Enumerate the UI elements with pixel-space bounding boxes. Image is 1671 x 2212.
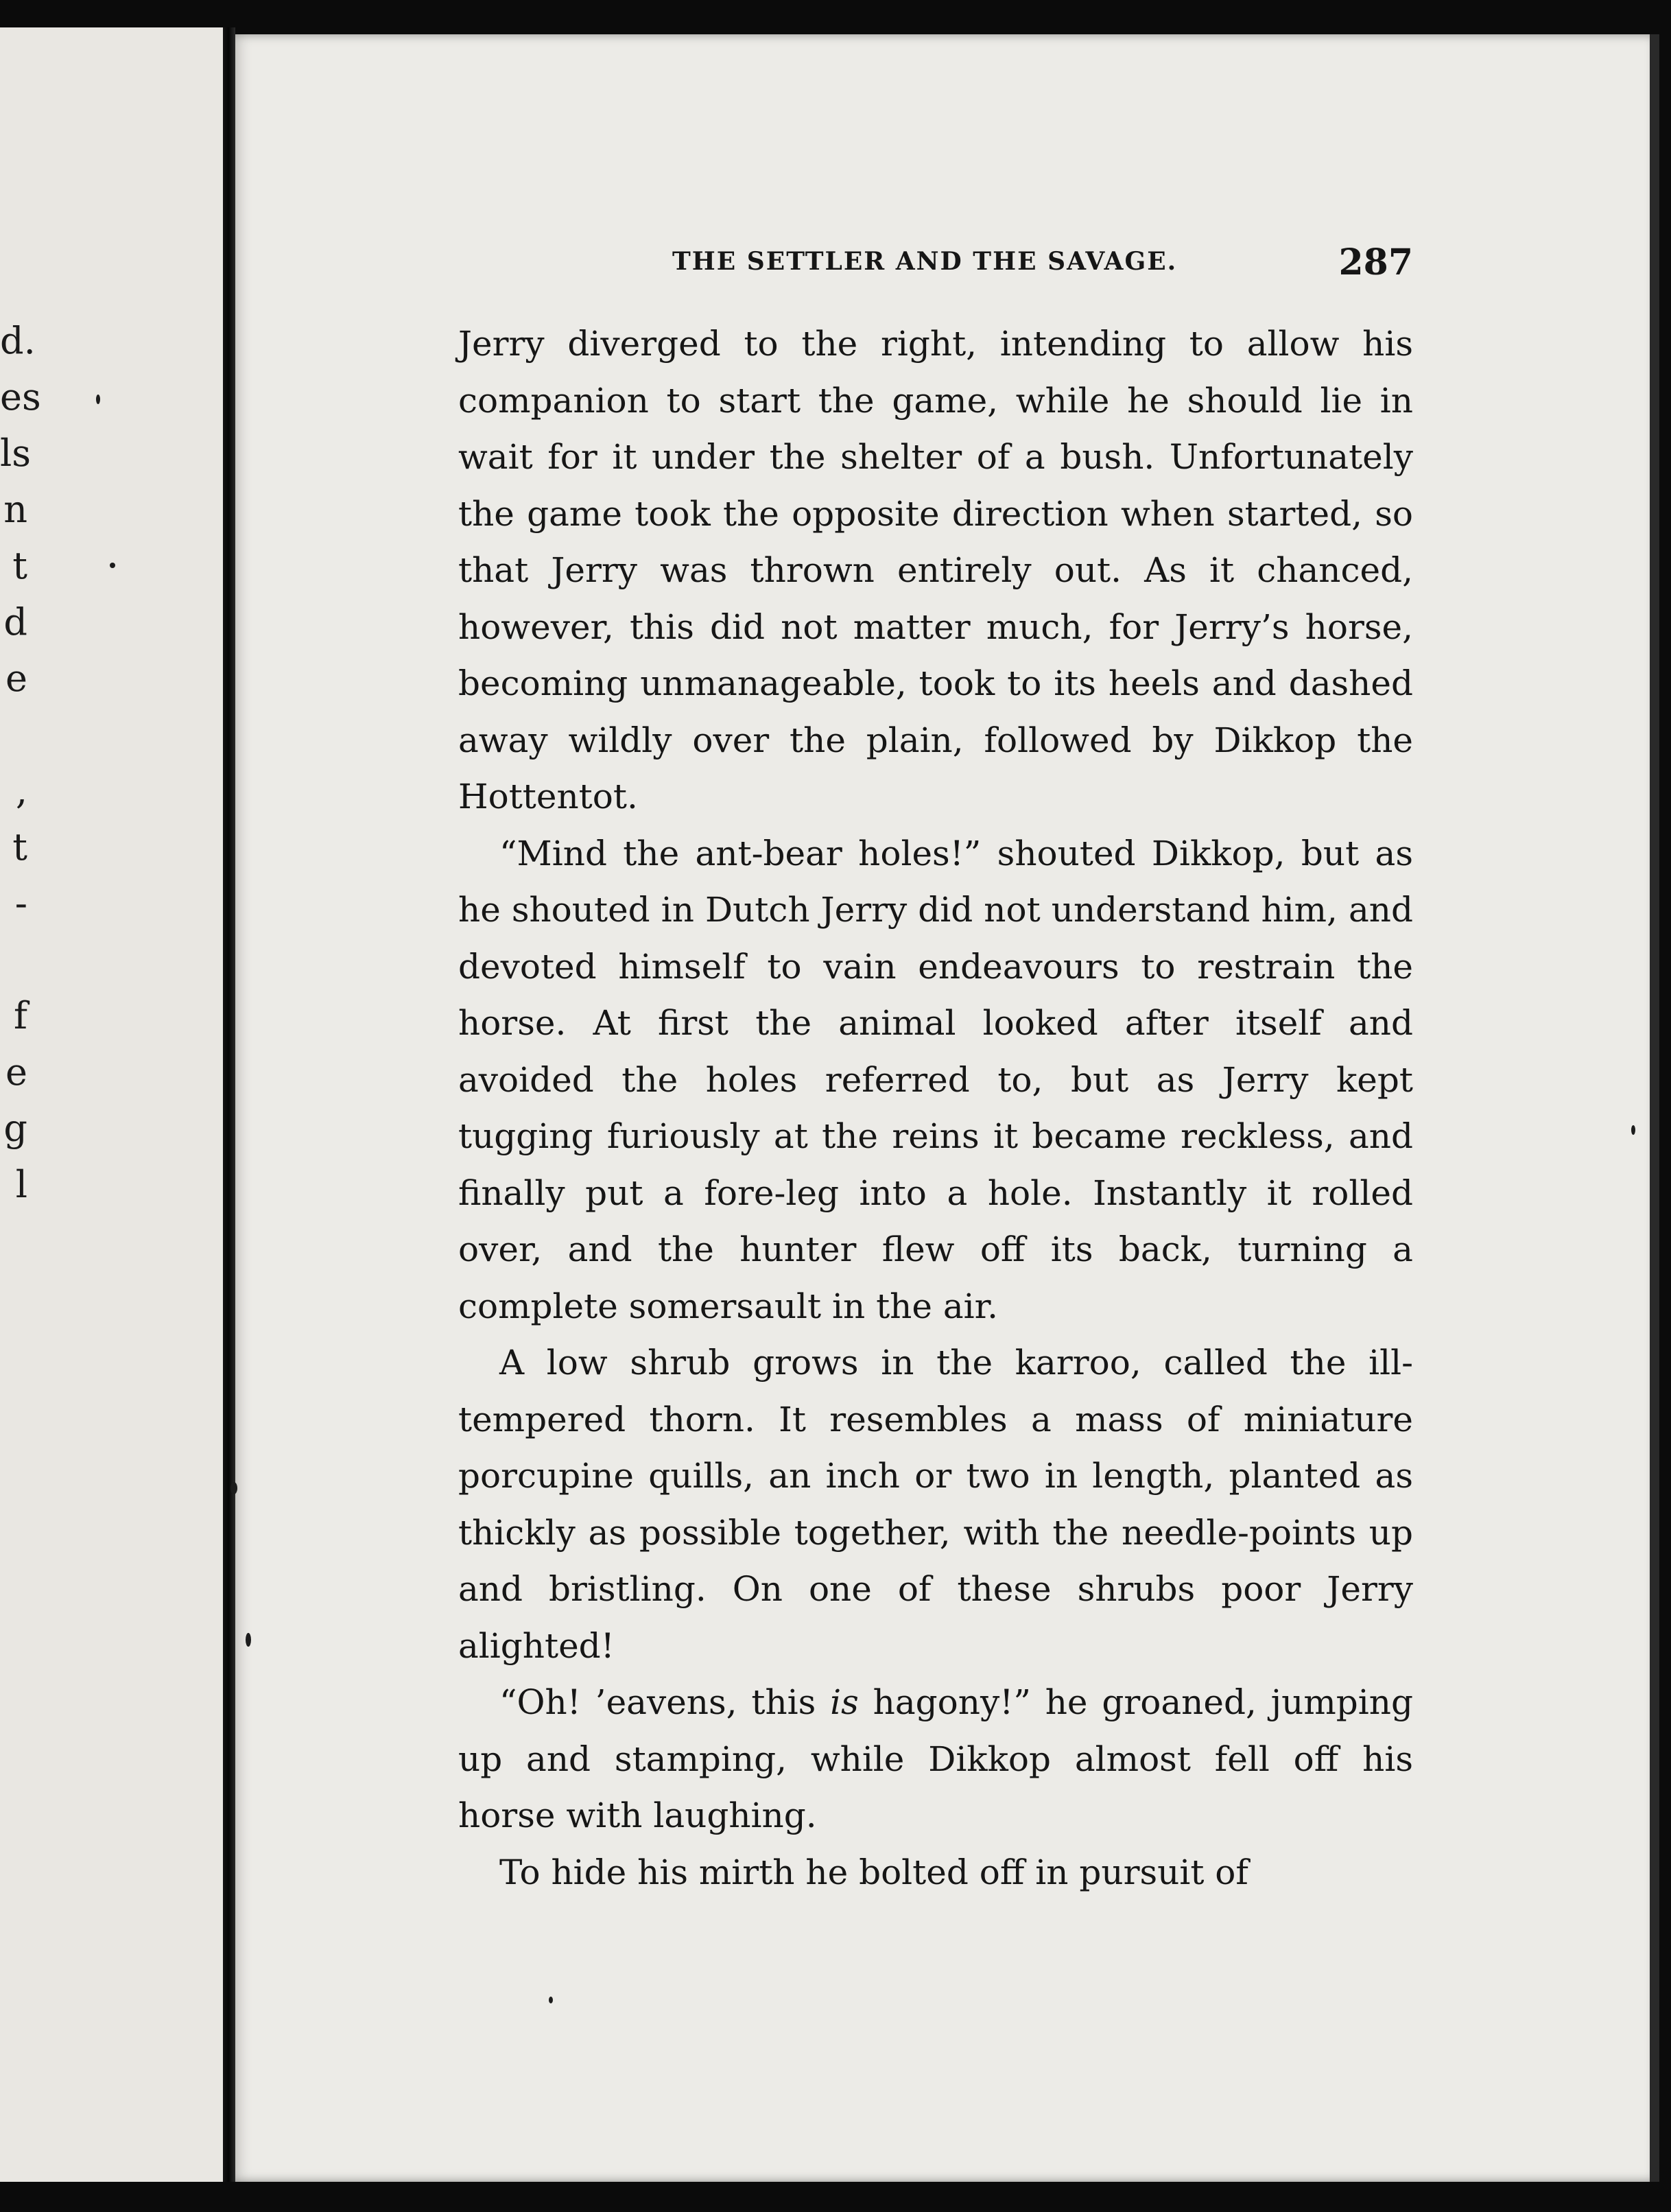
left-fragment: es bbox=[0, 375, 41, 419]
left-fragment: d. bbox=[0, 319, 36, 362]
left-fragment: e bbox=[5, 657, 27, 700]
scan-speck bbox=[230, 1482, 237, 1494]
scan-speck bbox=[549, 1997, 553, 2003]
scan-speck bbox=[1631, 1125, 1635, 1135]
left-fragment: l bbox=[15, 1163, 27, 1206]
scan-bottom-border bbox=[0, 2182, 1671, 2212]
left-fragment: e bbox=[5, 1050, 27, 1094]
paragraph: Jerry diverged to the right, intending to allow his companion to start the game, while he should lie in wait for it under the shelter of a bush. Unfortunately the game took the opposite direction when started, so that Jerry was thrown entirely out. As it chanced, however, this did not matter much, for Jerry’s horse, becoming unmanageable, took to its heels and dashed away wildly over the plain, followed by Dikkop the Hottentot. bbox=[458, 324, 1413, 816]
left-fragment: f bbox=[14, 994, 27, 1037]
left-fragment: ls bbox=[0, 432, 31, 475]
left-fragment: n bbox=[3, 488, 27, 531]
italic-emphasis: is bbox=[830, 1682, 859, 1722]
paragraph bbox=[458, 1674, 1413, 1844]
left-fragment: t bbox=[12, 544, 27, 587]
left-fragment: d bbox=[3, 600, 27, 644]
left-fragment: t bbox=[12, 825, 27, 869]
left-fragment: , bbox=[15, 769, 27, 812]
book-gutter bbox=[223, 27, 235, 2182]
right-page-edge bbox=[1650, 34, 1659, 2182]
paragraph-text: hagony!” he groaned, jumping up and stamping, while Dikkop almost fell off his horse with laughing. bbox=[458, 1682, 1413, 1835]
body-text bbox=[458, 316, 1413, 1901]
scan-speck bbox=[110, 563, 115, 568]
running-header: THE SETTLER AND THE SAVAGE. bbox=[672, 247, 1178, 276]
paragraph: To hide his mirth he bolted off in pursuit of bbox=[499, 1852, 1248, 1892]
paragraph-text: “Oh! ’eavens, this bbox=[499, 1682, 831, 1722]
left-fragment: - bbox=[14, 882, 27, 925]
scan-speck bbox=[96, 395, 100, 404]
paragraph: A low shrub grows in the karroo, called the ill-tempered thorn. It resembles a mass of miniature porcupine quills, an inch or two in length, planted as thickly as possible together, with the needle-points up and bristling. On one of these shrubs poor Jerry alighted! bbox=[458, 1343, 1413, 1666]
left-fragment: g bbox=[3, 1107, 27, 1150]
scan-speck bbox=[246, 1633, 251, 1647]
paragraph: “Mind the ant-bear holes!” shouted Dikkop, but as he shouted in Dutch Jerry did not understand him, and devoted himself to vain endeavours to restrain the horse. At first the animal looked after itself and avoided the holes referred to, but as Jerry kept tugging furiously at the reins it became reckless, and finally put a fore-leg into a hole. Instantly it rolled over, and the hunter flew off its back, turning a complete somersault in the air. bbox=[458, 833, 1413, 1326]
page-number: 287 bbox=[1338, 242, 1413, 283]
